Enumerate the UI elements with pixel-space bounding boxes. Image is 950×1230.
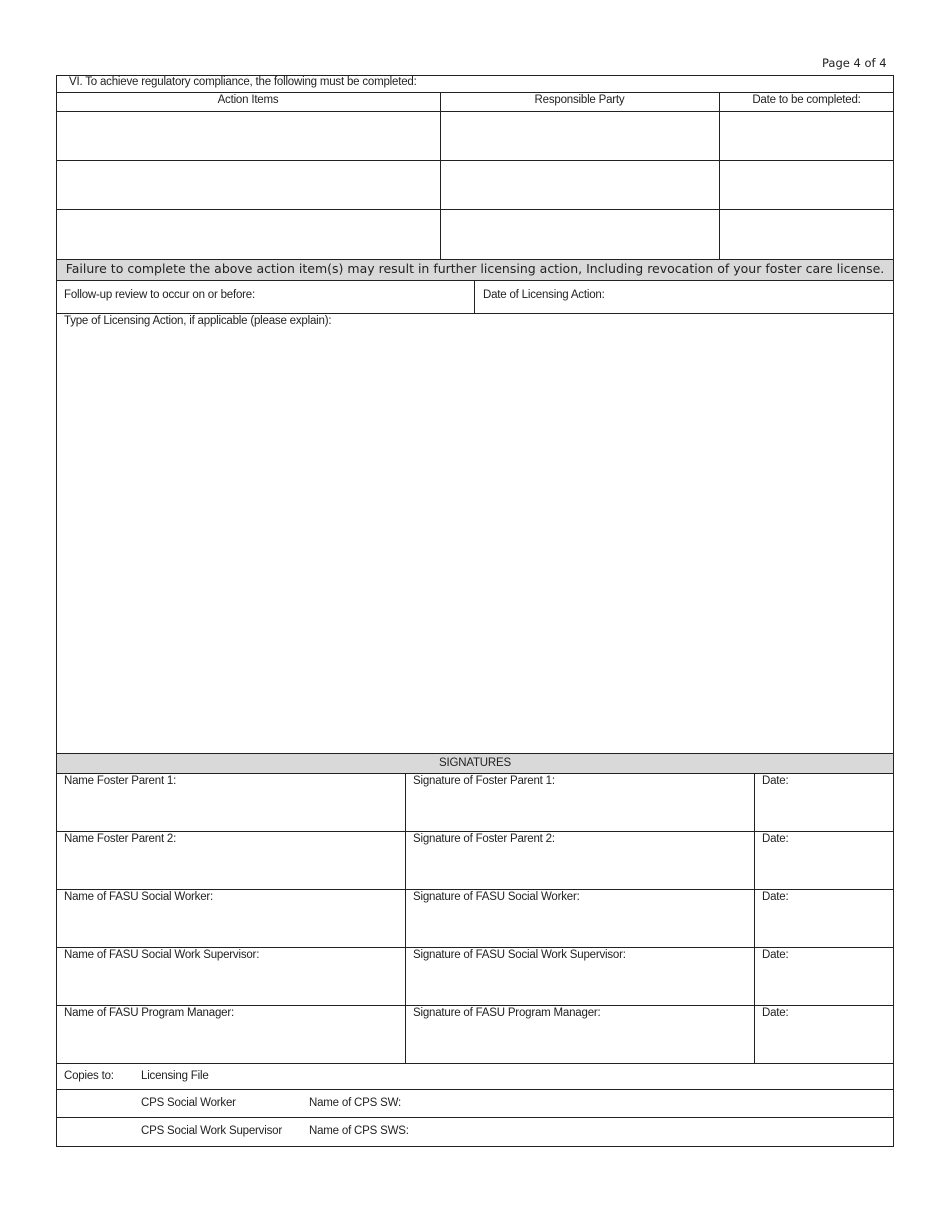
copies-label: Copies to: [64, 1070, 114, 1082]
name-label: Name Foster Parent 1: [64, 775, 177, 787]
licensing-action-date-field[interactable] [475, 281, 894, 313]
responsible-party-cell[interactable] [441, 210, 719, 259]
cps-sw-name-label: Name of CPS SW: [309, 1097, 402, 1109]
followup-date-field[interactable] [56, 281, 474, 313]
section-heading: VI. To achieve regulatory compliance, the following must be completed: [69, 76, 417, 88]
signature-label: Signature of Foster Parent 1: [413, 775, 555, 787]
column-header-date: Date to be completed: [752, 94, 861, 106]
signature-row [56, 890, 894, 947]
name-label: Name of FASU Social Worker: [64, 891, 214, 903]
signature-label: Signature of Foster Parent 2: [413, 833, 555, 845]
date-to-complete-cell[interactable] [720, 210, 894, 259]
action-item-row [56, 210, 894, 259]
copy-recipient: Licensing File [141, 1070, 209, 1082]
action-item-row [56, 112, 894, 160]
cps-sws-name-field[interactable] [416, 1119, 892, 1143]
date-label: Date: [762, 891, 789, 903]
responsible-party-cell[interactable] [441, 161, 719, 209]
signature-label: Signature of FASU Social Work Supervisor: [413, 949, 626, 961]
signature-row [56, 832, 894, 889]
date-label: Date: [762, 833, 789, 845]
signatures-heading: SIGNATURES [439, 757, 511, 769]
column-header-responsible-party: Responsible Party [534, 94, 625, 106]
responsible-party-cell[interactable] [441, 112, 719, 160]
licensing-form [56, 75, 894, 1147]
action-item-cell[interactable] [56, 210, 440, 259]
action-item-row [56, 161, 894, 209]
date-label: Date: [762, 1007, 789, 1019]
name-label: Name of FASU Social Work Supervisor: [64, 949, 260, 961]
followup-label: Follow-up review to occur on or before: [64, 289, 255, 301]
action-item-cell[interactable] [56, 112, 440, 160]
date-label: Date: [762, 775, 789, 787]
signature-row [56, 1006, 894, 1063]
cps-sw-name-field[interactable] [416, 1091, 892, 1115]
signature-row [56, 774, 894, 831]
copy-recipient: CPS Social Work Supervisor [141, 1125, 282, 1137]
licensing-type-label: Type of Licensing Action, if applicable (please explain): [64, 315, 332, 327]
name-label: Name Foster Parent 2: [64, 833, 177, 845]
action-item-cell[interactable] [56, 161, 440, 209]
signature-row [56, 948, 894, 1005]
licensing-action-date-label: Date of Licensing Action: [483, 289, 605, 301]
date-to-complete-cell[interactable] [720, 161, 894, 209]
column-header-action-items: Action Items [217, 94, 279, 106]
name-label: Name of FASU Program Manager: [64, 1007, 234, 1019]
warning-text: Failure to complete the above action item(s) may result in further licensing action, Including revocation of your foster care license. [65, 261, 885, 276]
date-label: Date: [762, 949, 789, 961]
page-number: Page 4 of 4 [822, 56, 887, 70]
signature-label: Signature of FASU Social Worker: [413, 891, 580, 903]
cps-sws-name-label: Name of CPS SWS: [309, 1125, 409, 1137]
signature-label: Signature of FASU Program Manager: [413, 1007, 601, 1019]
licensing-type-explanation-field[interactable] [56, 331, 894, 753]
date-to-complete-cell[interactable] [720, 112, 894, 160]
copy-recipient: CPS Social Worker [141, 1097, 236, 1109]
